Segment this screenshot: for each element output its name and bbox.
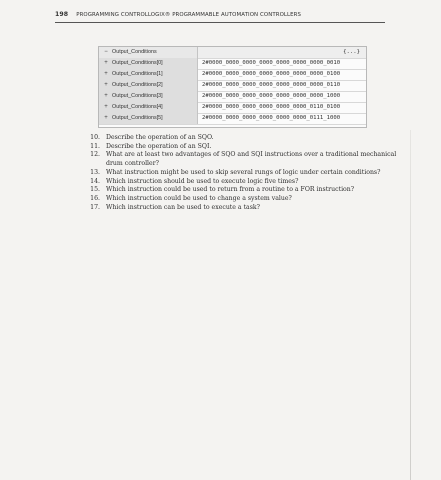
tag-value-cell: {...} [343, 49, 360, 55]
question-text: Which instruction should be used to execute logic five times? [106, 177, 299, 185]
tag-name-cell [99, 80, 198, 91]
tag-name-label: Output_Conditions[2] [112, 82, 163, 88]
question-item [84, 151, 414, 168]
question-number: 15. [90, 186, 100, 194]
question-number: 12. [90, 151, 100, 159]
expand-icon: + [104, 59, 108, 66]
tag-name-label: Output_Conditions[0] [112, 60, 163, 66]
tag-value-cell: 2#0000_0000_0000_0000_0000_0000_0000_1000 [202, 93, 341, 99]
tag-name-cell [99, 113, 198, 124]
tag-value-cell: 2#0000_0000_0000_0000_0000_0000_0000_0110 [202, 82, 341, 88]
question-text: Describe the operation of an SQI. [106, 142, 212, 150]
question-number: 17. [90, 203, 100, 211]
tag-row [99, 113, 366, 125]
tag-name-label: Output_Conditions[1] [112, 71, 163, 77]
tag-name-label: Output_Conditions [112, 49, 157, 55]
page-number: 198 [55, 11, 69, 18]
running-title: PROGRAMMING CONTROLLOGIX® PROGRAMMABLE AUTOMATION CONTROLLERS [76, 12, 302, 18]
question-number: 10. [90, 134, 100, 141]
tag-name-label: Output_Conditions[5] [112, 115, 163, 121]
question-item [84, 195, 414, 204]
tag-value-cell: 2#0000_0000_0000_0000_0000_0000_0111_1000 [202, 115, 341, 121]
running-header [55, 11, 385, 23]
tag-table-screenshot [98, 46, 367, 128]
question-text: Which instruction can be used to execute a task? [106, 203, 260, 211]
tag-name-cell [99, 91, 198, 102]
expand-icon: + [104, 103, 108, 110]
tag-name-label: Output_Conditions[4] [112, 104, 163, 110]
question-item [84, 143, 414, 152]
expand-icon: + [104, 70, 108, 77]
review-questions-list [84, 134, 414, 212]
question-number: 14. [90, 177, 100, 185]
question-text: Which instruction could be used to change a system value? [106, 194, 292, 202]
tag-name-label: Output_Conditions[3] [112, 93, 163, 99]
tag-value-cell: 2#0000_0000_0000_0000_0000_0000_0110_0100 [202, 104, 341, 110]
tag-name-cell [99, 47, 198, 58]
question-number: 11. [90, 142, 100, 150]
question-number: 13. [90, 168, 100, 176]
question-text: Describe the operation of an SQO. [106, 134, 214, 141]
collapse-icon: − [104, 48, 108, 55]
expand-icon: + [104, 92, 108, 99]
tag-value-cell: 2#0000_0000_0000_0000_0000_0000_0000_0010 [202, 60, 341, 66]
question-text: What are at least two advantages of SQO and SQI instructions over a traditional mechanical drum controller? [106, 151, 397, 168]
question-item [84, 178, 414, 187]
expand-icon: + [104, 114, 108, 121]
question-item [84, 169, 414, 178]
expand-icon: + [104, 81, 108, 88]
tag-name-cell [99, 69, 198, 80]
question-item [84, 186, 414, 195]
question-text: Which instruction could be used to return from a routine to a FOR instruction? [106, 186, 355, 194]
question-item [84, 134, 414, 143]
question-text: What instruction might be used to skip several rungs of logic under certain conditions? [106, 168, 381, 176]
question-item [84, 204, 414, 213]
tag-name-cell [99, 58, 198, 69]
tag-name-cell [99, 102, 198, 113]
question-number: 16. [90, 194, 100, 202]
tag-value-cell: 2#0000_0000_0000_0000_0000_0000_0000_0100 [202, 71, 341, 77]
